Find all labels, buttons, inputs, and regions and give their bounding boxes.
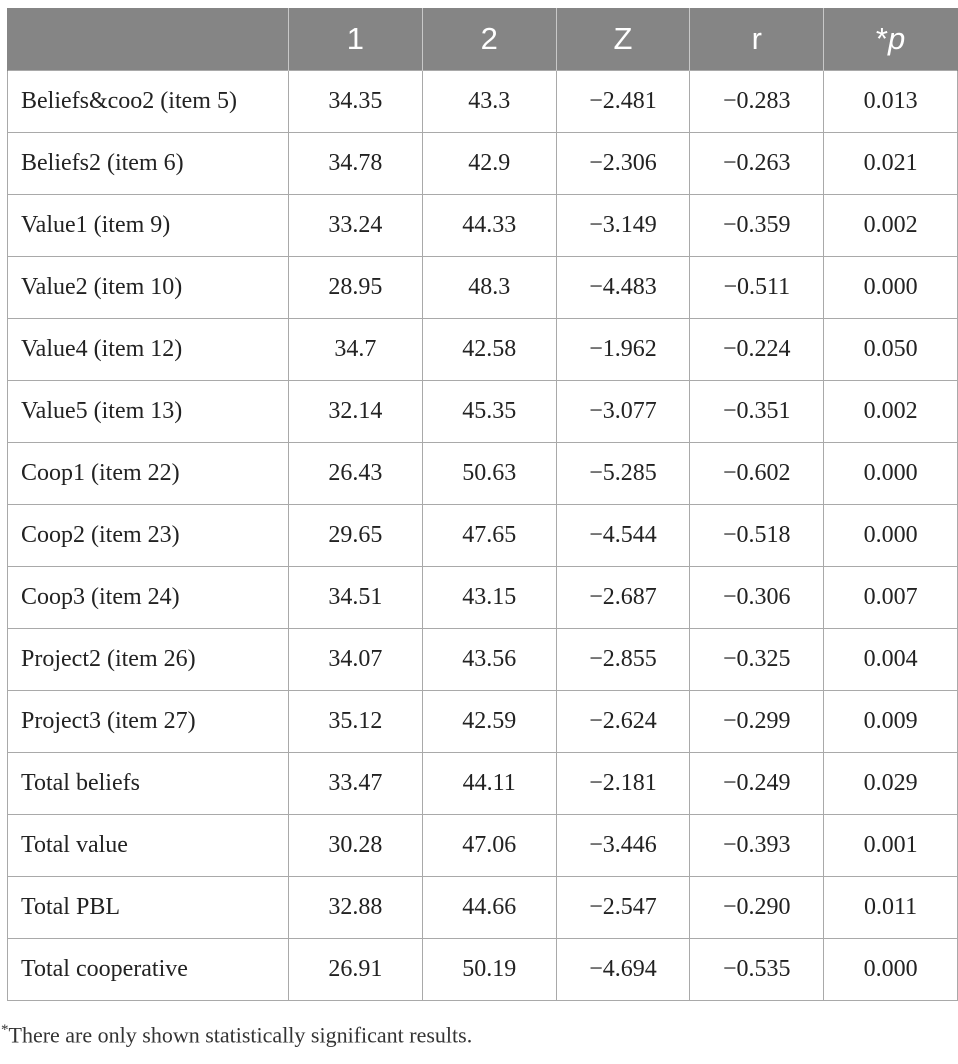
group-2-cell: 44.11 [422,753,556,815]
header-cell-group-1: 1 [289,8,423,71]
r-cell: −0.359 [690,195,824,257]
p-value-cell: 0.007 [824,567,958,629]
group-2-cell: 44.33 [422,195,556,257]
p-value-cell: 0.009 [824,691,958,753]
row-label-cell: Value5 (item 13) [8,381,289,443]
table-row [8,319,958,381]
header-cell-r: r [690,8,824,71]
r-cell: −0.518 [690,505,824,567]
group-2-cell: 47.06 [422,815,556,877]
group-2-cell: 42.59 [422,691,556,753]
table-row [8,567,958,629]
header-cell-label [8,8,289,71]
z-cell: −2.547 [556,877,690,939]
row-label-cell: Total cooperative [8,939,289,1001]
table-row [8,257,958,319]
row-label-cell: Total beliefs [8,753,289,815]
table-row [8,629,958,691]
group-2-cell: 43.3 [422,71,556,133]
group-2-cell: 44.66 [422,877,556,939]
table-row [8,877,958,939]
r-cell: −0.535 [690,939,824,1001]
r-cell: −0.249 [690,753,824,815]
p-value-cell: 0.001 [824,815,958,877]
z-cell: −3.149 [556,195,690,257]
table-row [8,939,958,1001]
p-header-star: * [875,21,888,56]
table-row [8,381,958,443]
table-header [8,8,958,71]
r-cell: −0.351 [690,381,824,443]
group-2-cell: 50.63 [422,443,556,505]
row-label-cell: Beliefs&coo2 (item 5) [8,71,289,133]
r-cell: −0.224 [690,319,824,381]
row-label-cell: Project2 (item 26) [8,629,289,691]
group-2-cell: 50.19 [422,939,556,1001]
group-1-cell: 32.88 [289,877,423,939]
r-cell: −0.290 [690,877,824,939]
p-header-letter: p [888,21,906,56]
table-row [8,505,958,567]
table-row [8,71,958,133]
p-value-cell: 0.004 [824,629,958,691]
group-1-cell: 34.51 [289,567,423,629]
row-label-cell: Coop1 (item 22) [8,443,289,505]
row-label-cell: Coop2 (item 23) [8,505,289,567]
row-label-cell: Beliefs2 (item 6) [8,133,289,195]
p-value-cell: 0.021 [824,133,958,195]
z-cell: −2.306 [556,133,690,195]
group-2-cell: 43.15 [422,567,556,629]
table-row [8,691,958,753]
group-1-cell: 35.12 [289,691,423,753]
r-cell: −0.602 [690,443,824,505]
z-cell: −2.624 [556,691,690,753]
p-value-cell: 0.002 [824,195,958,257]
z-cell: −2.855 [556,629,690,691]
group-1-cell: 28.95 [289,257,423,319]
footnote-marker: * [1,1022,9,1038]
group-1-cell: 26.43 [289,443,423,505]
row-label-cell: Total PBL [8,877,289,939]
table-row [8,815,958,877]
z-cell: −4.483 [556,257,690,319]
p-value-cell: 0.002 [824,381,958,443]
group-1-cell: 32.14 [289,381,423,443]
group-1-cell: 33.24 [289,195,423,257]
group-2-cell: 48.3 [422,257,556,319]
r-cell: −0.393 [690,815,824,877]
z-cell: −1.962 [556,319,690,381]
z-cell: −5.285 [556,443,690,505]
group-1-cell: 34.7 [289,319,423,381]
group-1-cell: 30.28 [289,815,423,877]
group-2-cell: 43.56 [422,629,556,691]
p-value-cell: 0.011 [824,877,958,939]
p-value-cell: 0.000 [824,505,958,567]
table-footnote [1,1022,472,1048]
group-1-cell: 29.65 [289,505,423,567]
group-1-cell: 26.91 [289,939,423,1001]
r-cell: −0.263 [690,133,824,195]
table-row [8,195,958,257]
row-label-cell: Total value [8,815,289,877]
r-cell: −0.511 [690,257,824,319]
group-2-cell: 47.65 [422,505,556,567]
header-cell-p [824,8,958,71]
p-value-cell: 0.000 [824,443,958,505]
row-label-cell: Value1 (item 9) [8,195,289,257]
z-cell: −4.544 [556,505,690,567]
footnote-text: There are only shown statistically significant results. [8,1022,473,1048]
p-value-cell: 0.050 [824,319,958,381]
r-cell: −0.299 [690,691,824,753]
row-label-cell: Value2 (item 10) [8,257,289,319]
group-1-cell: 33.47 [289,753,423,815]
table-body [8,71,958,1001]
table-row [8,133,958,195]
header-cell-z: Z [556,8,690,71]
z-cell: −3.077 [556,381,690,443]
p-value-cell: 0.000 [824,939,958,1001]
group-2-cell: 42.9 [422,133,556,195]
z-cell: −2.481 [556,71,690,133]
group-1-cell: 34.35 [289,71,423,133]
z-cell: −2.181 [556,753,690,815]
r-cell: −0.325 [690,629,824,691]
row-label-cell: Coop3 (item 24) [8,567,289,629]
row-label-cell: Value4 (item 12) [8,319,289,381]
group-2-cell: 42.58 [422,319,556,381]
p-value-cell: 0.000 [824,257,958,319]
header-cell-group-2: 2 [422,8,556,71]
row-label-cell: Project3 (item 27) [8,691,289,753]
r-cell: −0.306 [690,567,824,629]
table-row [8,753,958,815]
table-row [8,443,958,505]
header-row [8,8,958,71]
group-1-cell: 34.78 [289,133,423,195]
results-table [7,8,958,1001]
group-1-cell: 34.07 [289,629,423,691]
p-value-cell: 0.013 [824,71,958,133]
z-cell: −3.446 [556,815,690,877]
z-cell: −4.694 [556,939,690,1001]
p-value-cell: 0.029 [824,753,958,815]
z-cell: −2.687 [556,567,690,629]
r-cell: −0.283 [690,71,824,133]
group-2-cell: 45.35 [422,381,556,443]
